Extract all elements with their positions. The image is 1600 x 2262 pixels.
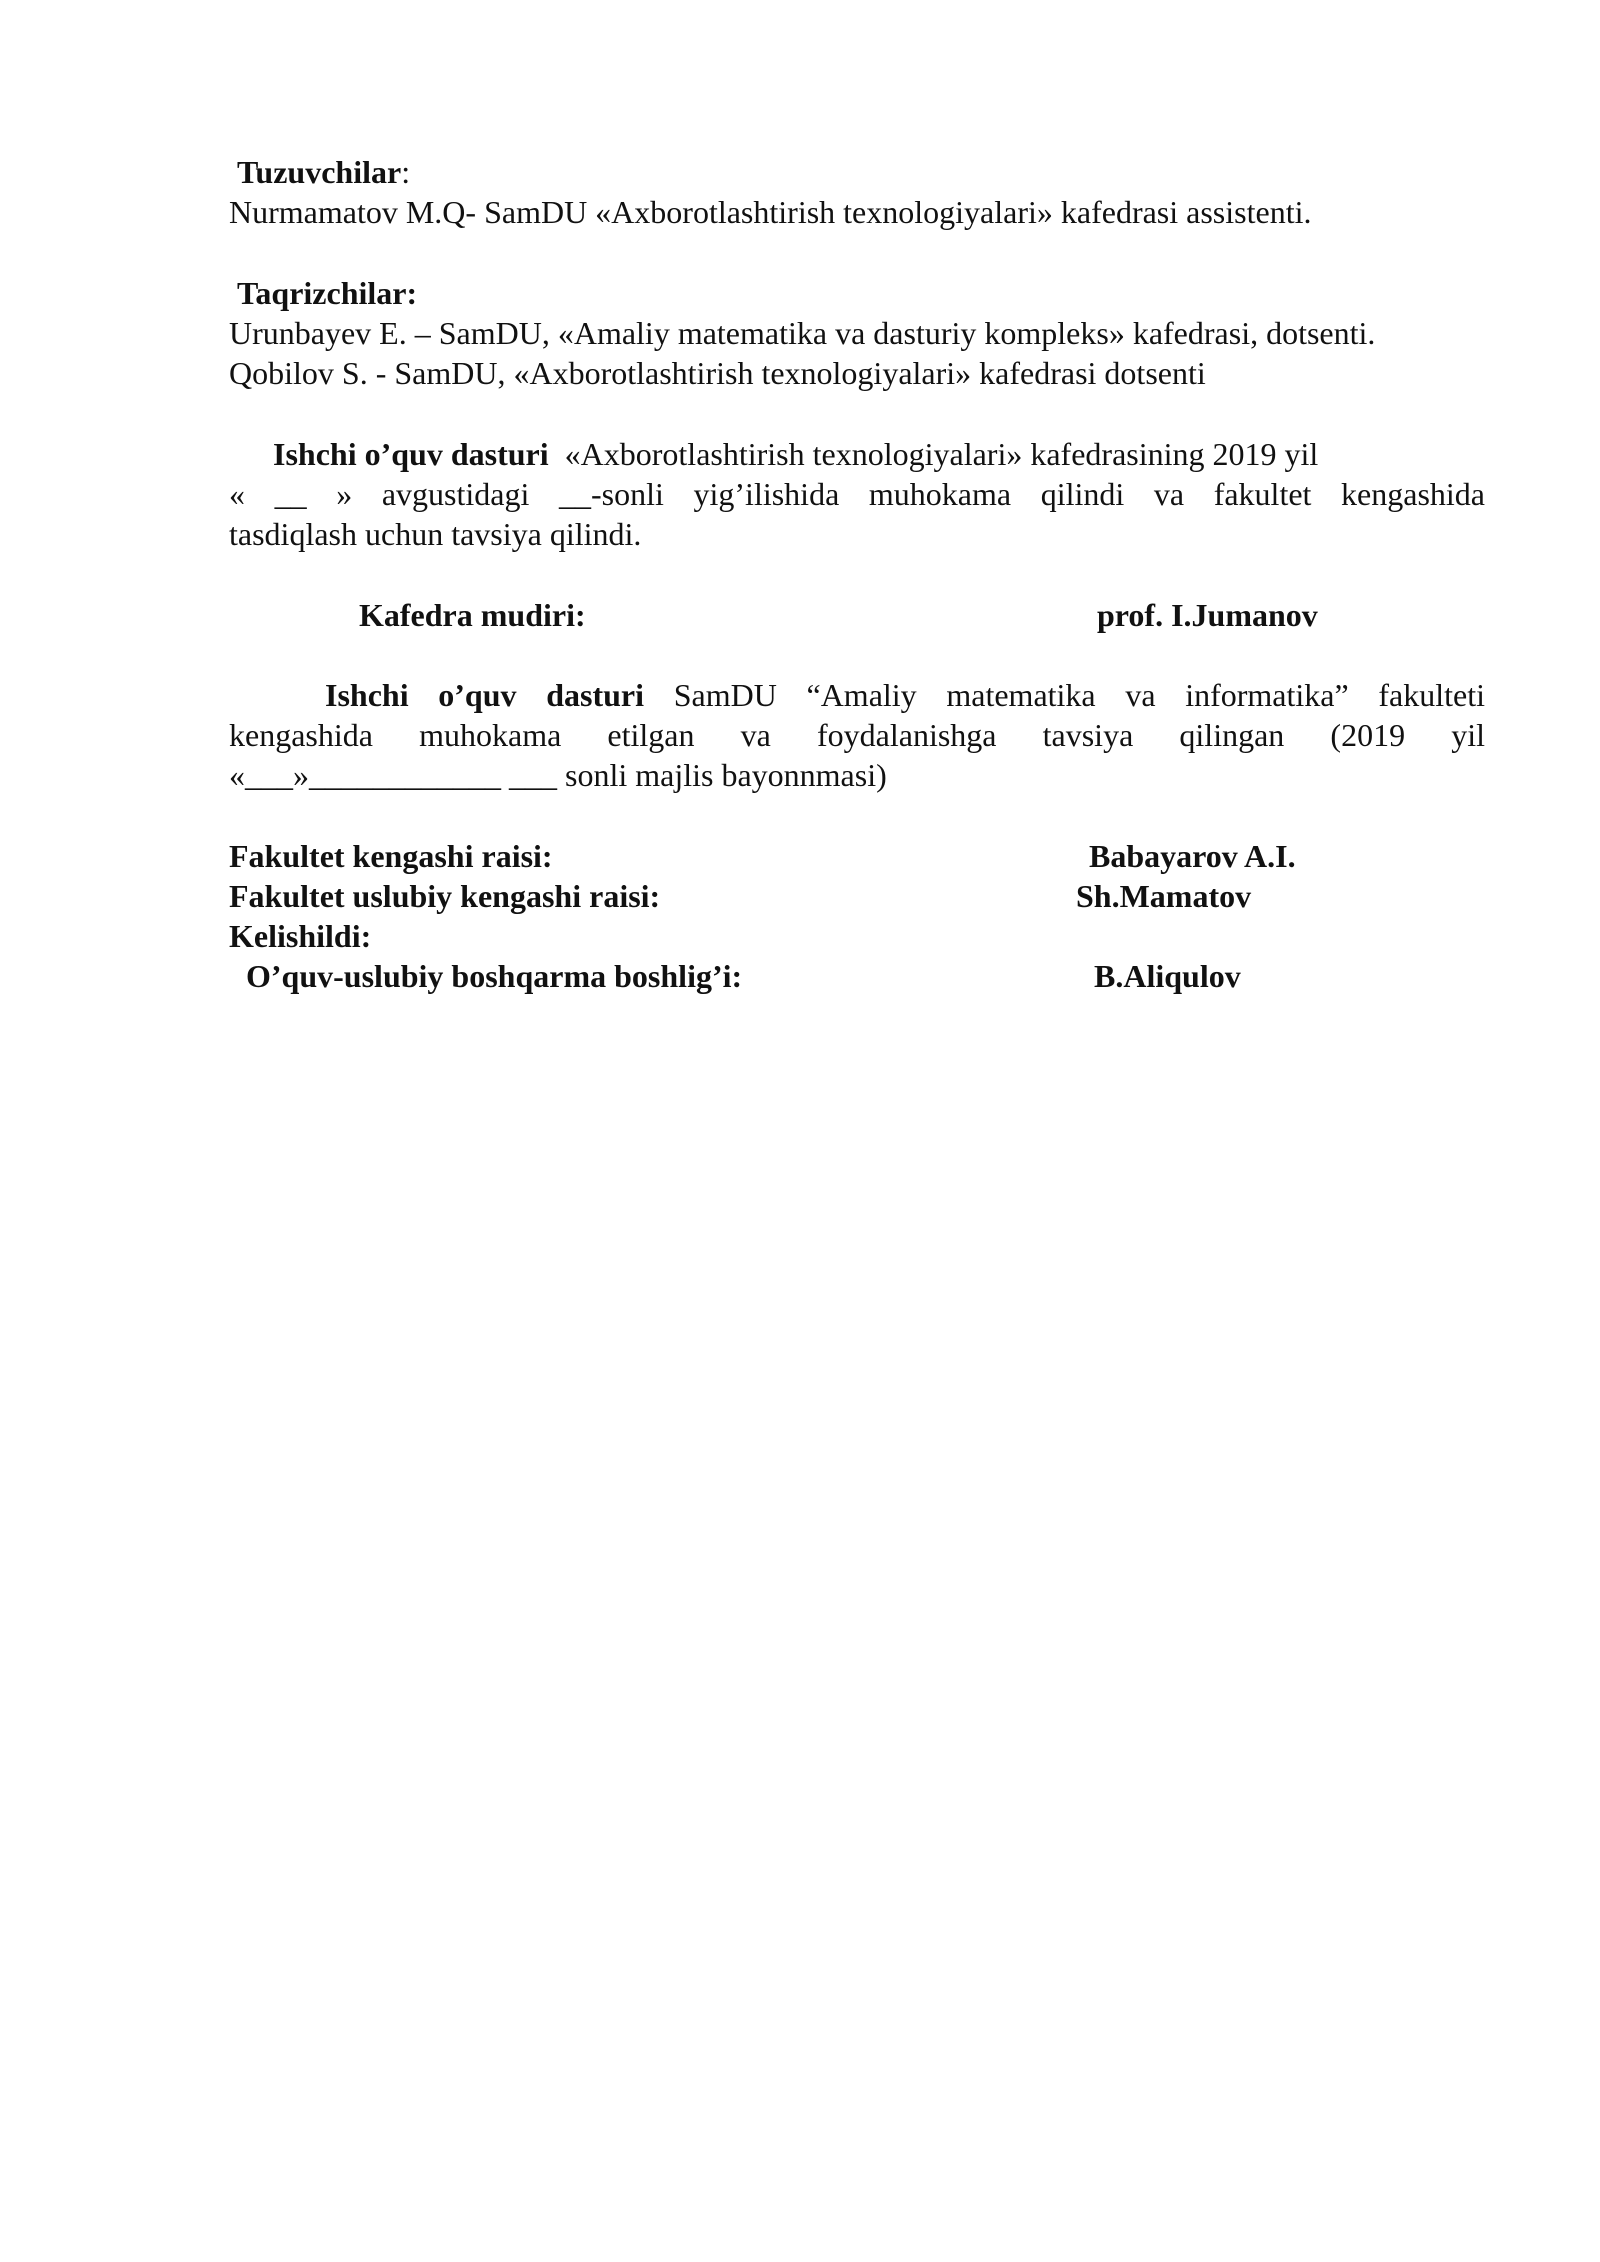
author-entry: Nurmamatov M.Q- SamDU «Axborotlashtirish texnologiyalari» kafedrasi assistenti. (229, 194, 1312, 230)
signature-label: Fakultet uslubiy kengashi raisi: (229, 878, 661, 914)
department-approval-line-1-text: «Axborotlashtirish texnologiyalari» kafedrasining 2019 yil (564, 436, 1319, 472)
signature-row (229, 916, 1485, 956)
signature-name: B.Aliqulov (1094, 958, 1241, 994)
signature-label: Fakultet kengashi raisi: (229, 838, 553, 874)
chair-signature-row (229, 595, 1485, 635)
department-approval-paragraph (229, 434, 1485, 554)
authors-heading-line (229, 152, 1485, 192)
authors-heading: Tuzuvchilar (237, 154, 402, 190)
reviewer-entry-1: Urunbayev E. – SamDU, «Amaliy matematika va dasturiy kompleks» kafedrasi, dotsenti. (229, 315, 1376, 351)
faculty-approval-line-3: «___»____________ ___ sonli majlis bayonnmasi) (229, 757, 887, 793)
faculty-approval-line-1 (229, 675, 1485, 715)
department-approval-line-2: « __ » avgustidagi __-sonli yig’ilishida muhokama qilindi va fakultet kengashida (229, 476, 1485, 512)
reviewers-section (229, 273, 1485, 393)
signature-row (229, 956, 1485, 996)
signature-name: Babayarov A.I. (1089, 838, 1296, 874)
reviewer-entry-2: Qobilov S. - SamDU, «Axborotlashtirish texnologiyalari» kafedrasi dotsenti (229, 355, 1206, 391)
department-approval-line-1 (229, 434, 1485, 474)
department-approval-line-3: tasdiqlash uchun tavsiya qilindi. (229, 516, 642, 552)
signature-row (229, 836, 1485, 876)
signature-name: Sh.Mamatov (1076, 878, 1252, 914)
authors-heading-colon: : (401, 154, 411, 190)
signature-label: O’quv-uslubiy boshqarma boshlig’i: (246, 958, 743, 994)
authors-section (229, 152, 1485, 232)
reviewers-heading: Taqrizchilar: (237, 275, 418, 311)
department-approval-lead: Ishchi o’quv dasturi (273, 436, 549, 472)
signature-label: Kelishildi: (229, 918, 372, 954)
faculty-approval-lead: Ishchi o’quv dasturi (325, 677, 645, 713)
faculty-approval-line-1-text: SamDU “Amaliy matematika va informatika” fakulteti (673, 677, 1486, 713)
signature-row (229, 876, 1485, 916)
chair-label: Kafedra mudiri: (359, 597, 586, 633)
faculty-approval-line-2: kengashida muhokama etilgan va foydalanishga tavsiya qilingan (2019 yil (229, 717, 1485, 753)
faculty-approval-paragraph (229, 675, 1485, 795)
chair-name: prof. I.Jumanov (1097, 597, 1318, 633)
